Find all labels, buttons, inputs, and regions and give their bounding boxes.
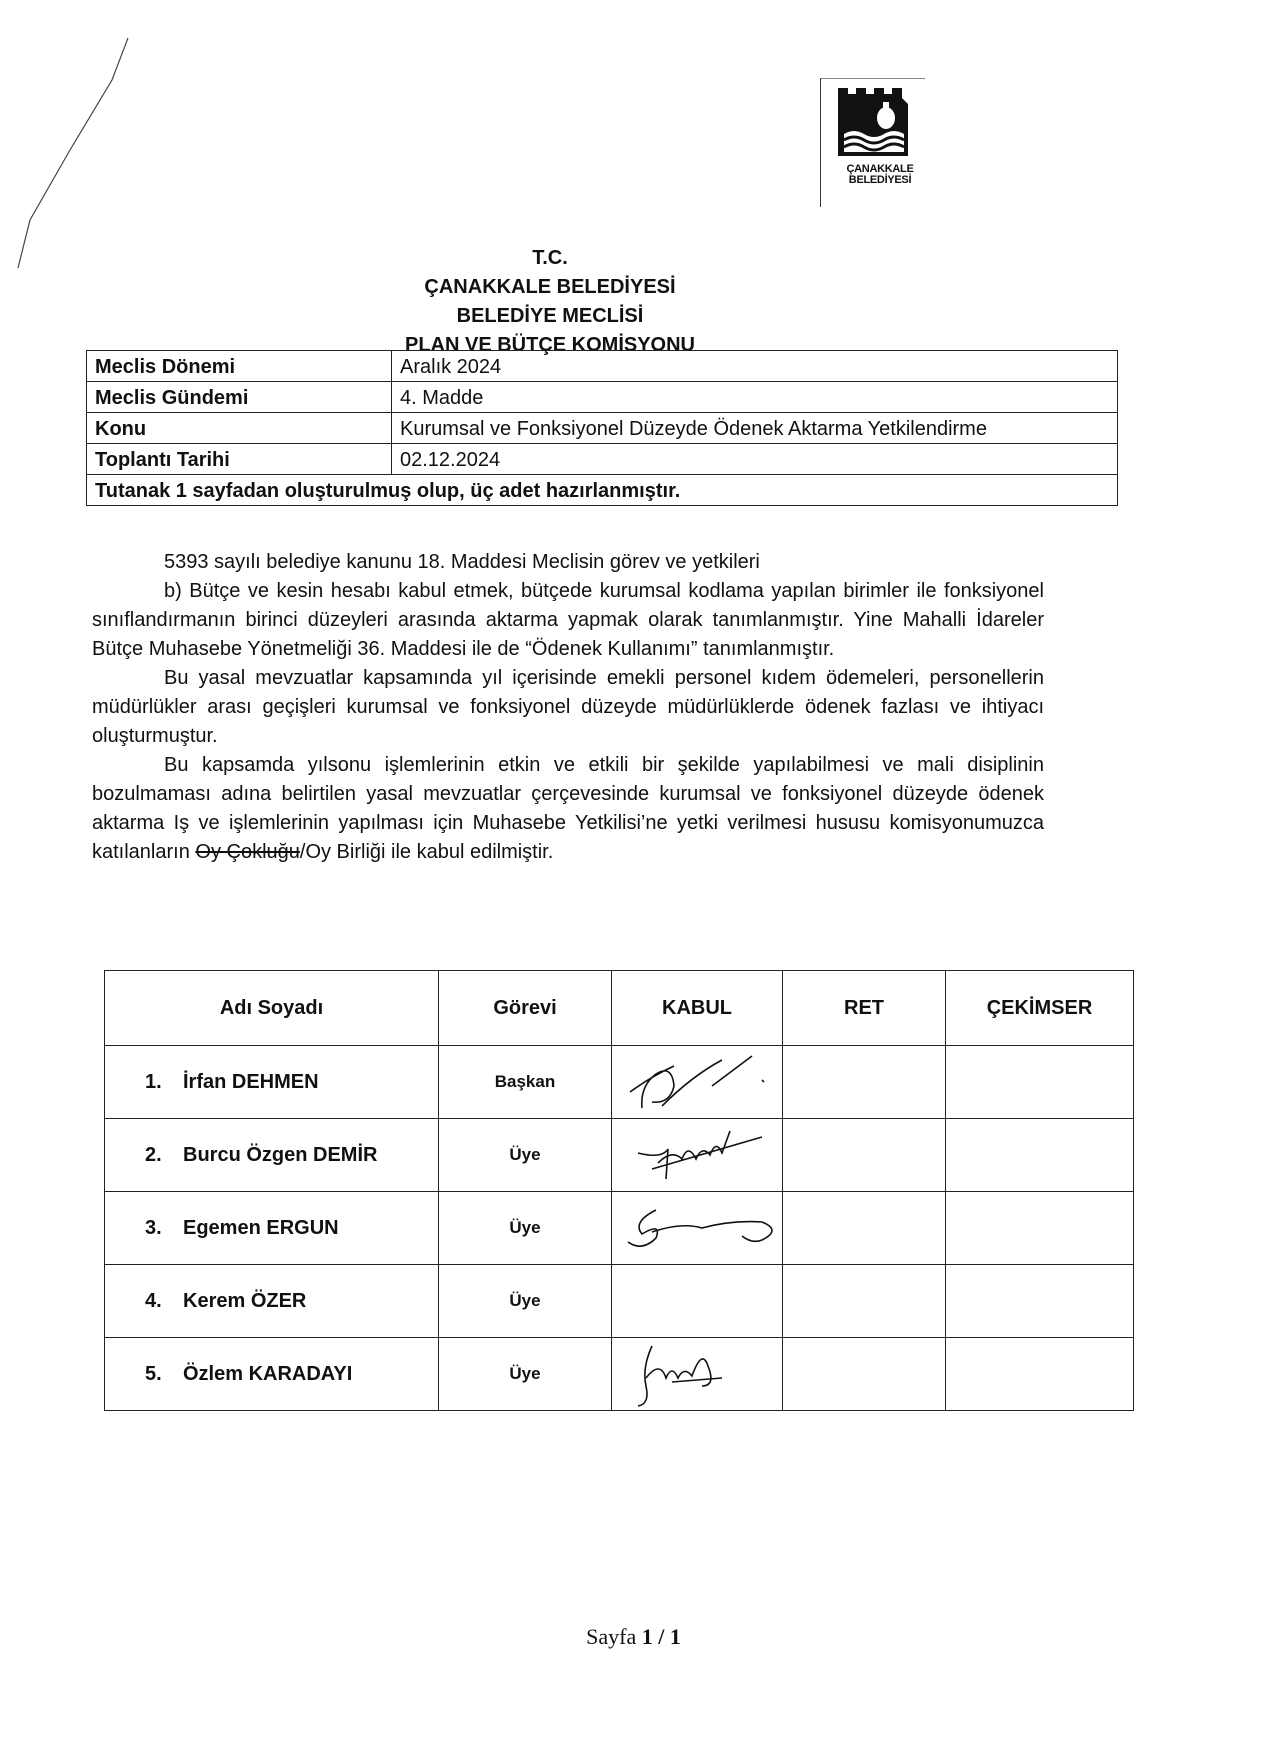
member-role: Başkan xyxy=(439,1046,612,1119)
signature-mark xyxy=(612,1119,782,1189)
info-value: Aralık 2024 xyxy=(392,351,1118,382)
info-label: Konu xyxy=(87,413,392,444)
abstain-cell xyxy=(946,1338,1134,1411)
header-role: Görevi xyxy=(439,971,612,1046)
abstain-cell xyxy=(946,1265,1134,1338)
row-number: 1. xyxy=(145,1070,162,1093)
header-line1: T.C. xyxy=(532,247,568,269)
castle-emblem-icon xyxy=(834,84,912,162)
member-name: İrfan DEHMEN xyxy=(183,1070,319,1093)
municipality-logo xyxy=(820,78,924,206)
row-number: 2. xyxy=(145,1143,162,1166)
info-row xyxy=(87,351,1118,382)
header-abstain: ÇEKİMSER xyxy=(946,971,1134,1046)
scan-edge-mark xyxy=(0,0,140,280)
header-reject: RET xyxy=(783,971,946,1046)
member-role: Üye xyxy=(439,1192,612,1265)
logo-text-line2: BELEDİYESİ xyxy=(848,174,912,186)
info-note: Tutanak 1 sayfadan oluşturulmuş olup, üç adet hazırlanmıştır. xyxy=(87,475,1118,506)
row-number: 3. xyxy=(145,1216,162,1239)
member-name: Egemen ERGUN xyxy=(183,1216,339,1239)
info-label: Toplantı Tarihi xyxy=(87,444,392,475)
abstain-cell xyxy=(946,1119,1134,1192)
meeting-info-table xyxy=(86,350,1118,506)
info-row xyxy=(87,444,1118,475)
votes-table xyxy=(104,970,1134,1411)
member-role: Üye xyxy=(439,1338,612,1411)
info-value: 02.12.2024 xyxy=(392,444,1118,475)
reject-cell xyxy=(783,1119,946,1192)
table-row xyxy=(105,1338,1134,1411)
reject-cell xyxy=(783,1046,946,1119)
member-name: Kerem ÖZER xyxy=(183,1289,307,1312)
accept-signature-cell xyxy=(612,1265,783,1338)
info-value: 4. Madde xyxy=(392,382,1118,413)
table-row xyxy=(105,1265,1134,1338)
body-paragraph-4 xyxy=(92,751,1044,867)
header-line3: BELEDİYE MECLİSİ xyxy=(456,305,644,327)
info-label: Meclis Gündemi xyxy=(87,382,392,413)
reject-cell xyxy=(783,1192,946,1265)
info-value: Kurumsal ve Fonksiyonel Düzeyde Ödenek Aktarma Yetkilendirme xyxy=(392,413,1118,444)
abstain-cell xyxy=(946,1192,1134,1265)
accept-signature-cell xyxy=(612,1192,783,1265)
paragraph-4-end: /Oy Birliği ile kabul edilmiştir. xyxy=(299,841,554,863)
header-line4: PLAN VE BÜTÇE KOMİSYONU xyxy=(404,334,696,356)
info-note-row xyxy=(87,475,1118,506)
body-paragraph-2: b) Bütçe ve kesin hesabı kabul etmek, bütçede kurumsal kodlama yapılan birimler ile fonksiyonel sınıflandırmanın birinci düzeyleri arasında aktarma yapmak olarak tanımlanmıştır. Yine Mahalli İdareler Bütçe Muhasebe Yönetmeliği 36. Maddesi ile de “Ödenek Kullanımı” tanımlanmıştır. xyxy=(92,580,1044,660)
signature-mark xyxy=(612,1192,782,1262)
member-name: Özlem KARADAYI xyxy=(183,1362,353,1385)
struck-option: Oy Çokluğu xyxy=(195,841,300,863)
body-paragraph-3: Bu yasal mevzuatlar kapsamında yıl içerisinde emekli personel kıdem ödemeleri, personellerin müdürlükler arası geçişleri kurumsal ve fonksiyonel düzeyde müdürlüklerde ödenek fazlası ve ihtiyacı oluşturmuştur. xyxy=(92,667,1044,747)
body-paragraph-1: 5393 sayılı belediye kanunu 18. Maddesi Meclisin görev ve yetkileri xyxy=(164,551,760,573)
row-number: 4. xyxy=(145,1289,162,1312)
table-row xyxy=(105,1046,1134,1119)
body-text xyxy=(92,548,1044,867)
page-number: 1 / 1 xyxy=(641,1624,681,1649)
votes-header-row xyxy=(105,971,1134,1046)
header-line2: ÇANAKKALE BELEDİYESİ xyxy=(424,276,676,298)
header-accept: KABUL xyxy=(612,971,783,1046)
table-row xyxy=(105,1119,1134,1192)
accept-signature-cell xyxy=(612,1338,783,1411)
accept-signature-cell xyxy=(612,1119,783,1192)
member-role: Üye xyxy=(439,1119,612,1192)
info-label: Meclis Dönemi xyxy=(87,351,392,382)
reject-cell xyxy=(783,1265,946,1338)
member-name: Burcu Özgen DEMİR xyxy=(183,1143,378,1166)
header-name: Adı Soyadı xyxy=(105,971,439,1046)
signature-mark xyxy=(612,1046,782,1116)
accept-signature-cell xyxy=(612,1046,783,1119)
member-role: Üye xyxy=(439,1265,612,1338)
table-row xyxy=(105,1192,1134,1265)
signature-mark xyxy=(612,1338,782,1408)
abstain-cell xyxy=(946,1046,1134,1119)
row-number: 5. xyxy=(145,1362,162,1385)
page-label: Sayfa xyxy=(586,1624,637,1649)
logo-text-line1: ÇANAKKALE xyxy=(846,163,914,175)
paragraph-4-text: Bu kapsamda yılsonu işlemlerinin etkin ve etkili bir şekilde yapılabilmesi ve mali disiplinin bozulmaması adına belirtilen yasal mevzuatlar çerçevesinde kurumsal ve fonksiyonel düzeyde ödenek aktarma Iş ve işlemlerinin yapılması için Muhasebe Yetkilisi’ne yetki verilmesi hususu komisyonumuzca katılanların xyxy=(92,754,1044,863)
info-row xyxy=(87,413,1118,444)
reject-cell xyxy=(783,1338,946,1411)
info-row xyxy=(87,382,1118,413)
page-footer xyxy=(0,1624,1267,1650)
document-header xyxy=(0,244,1100,360)
